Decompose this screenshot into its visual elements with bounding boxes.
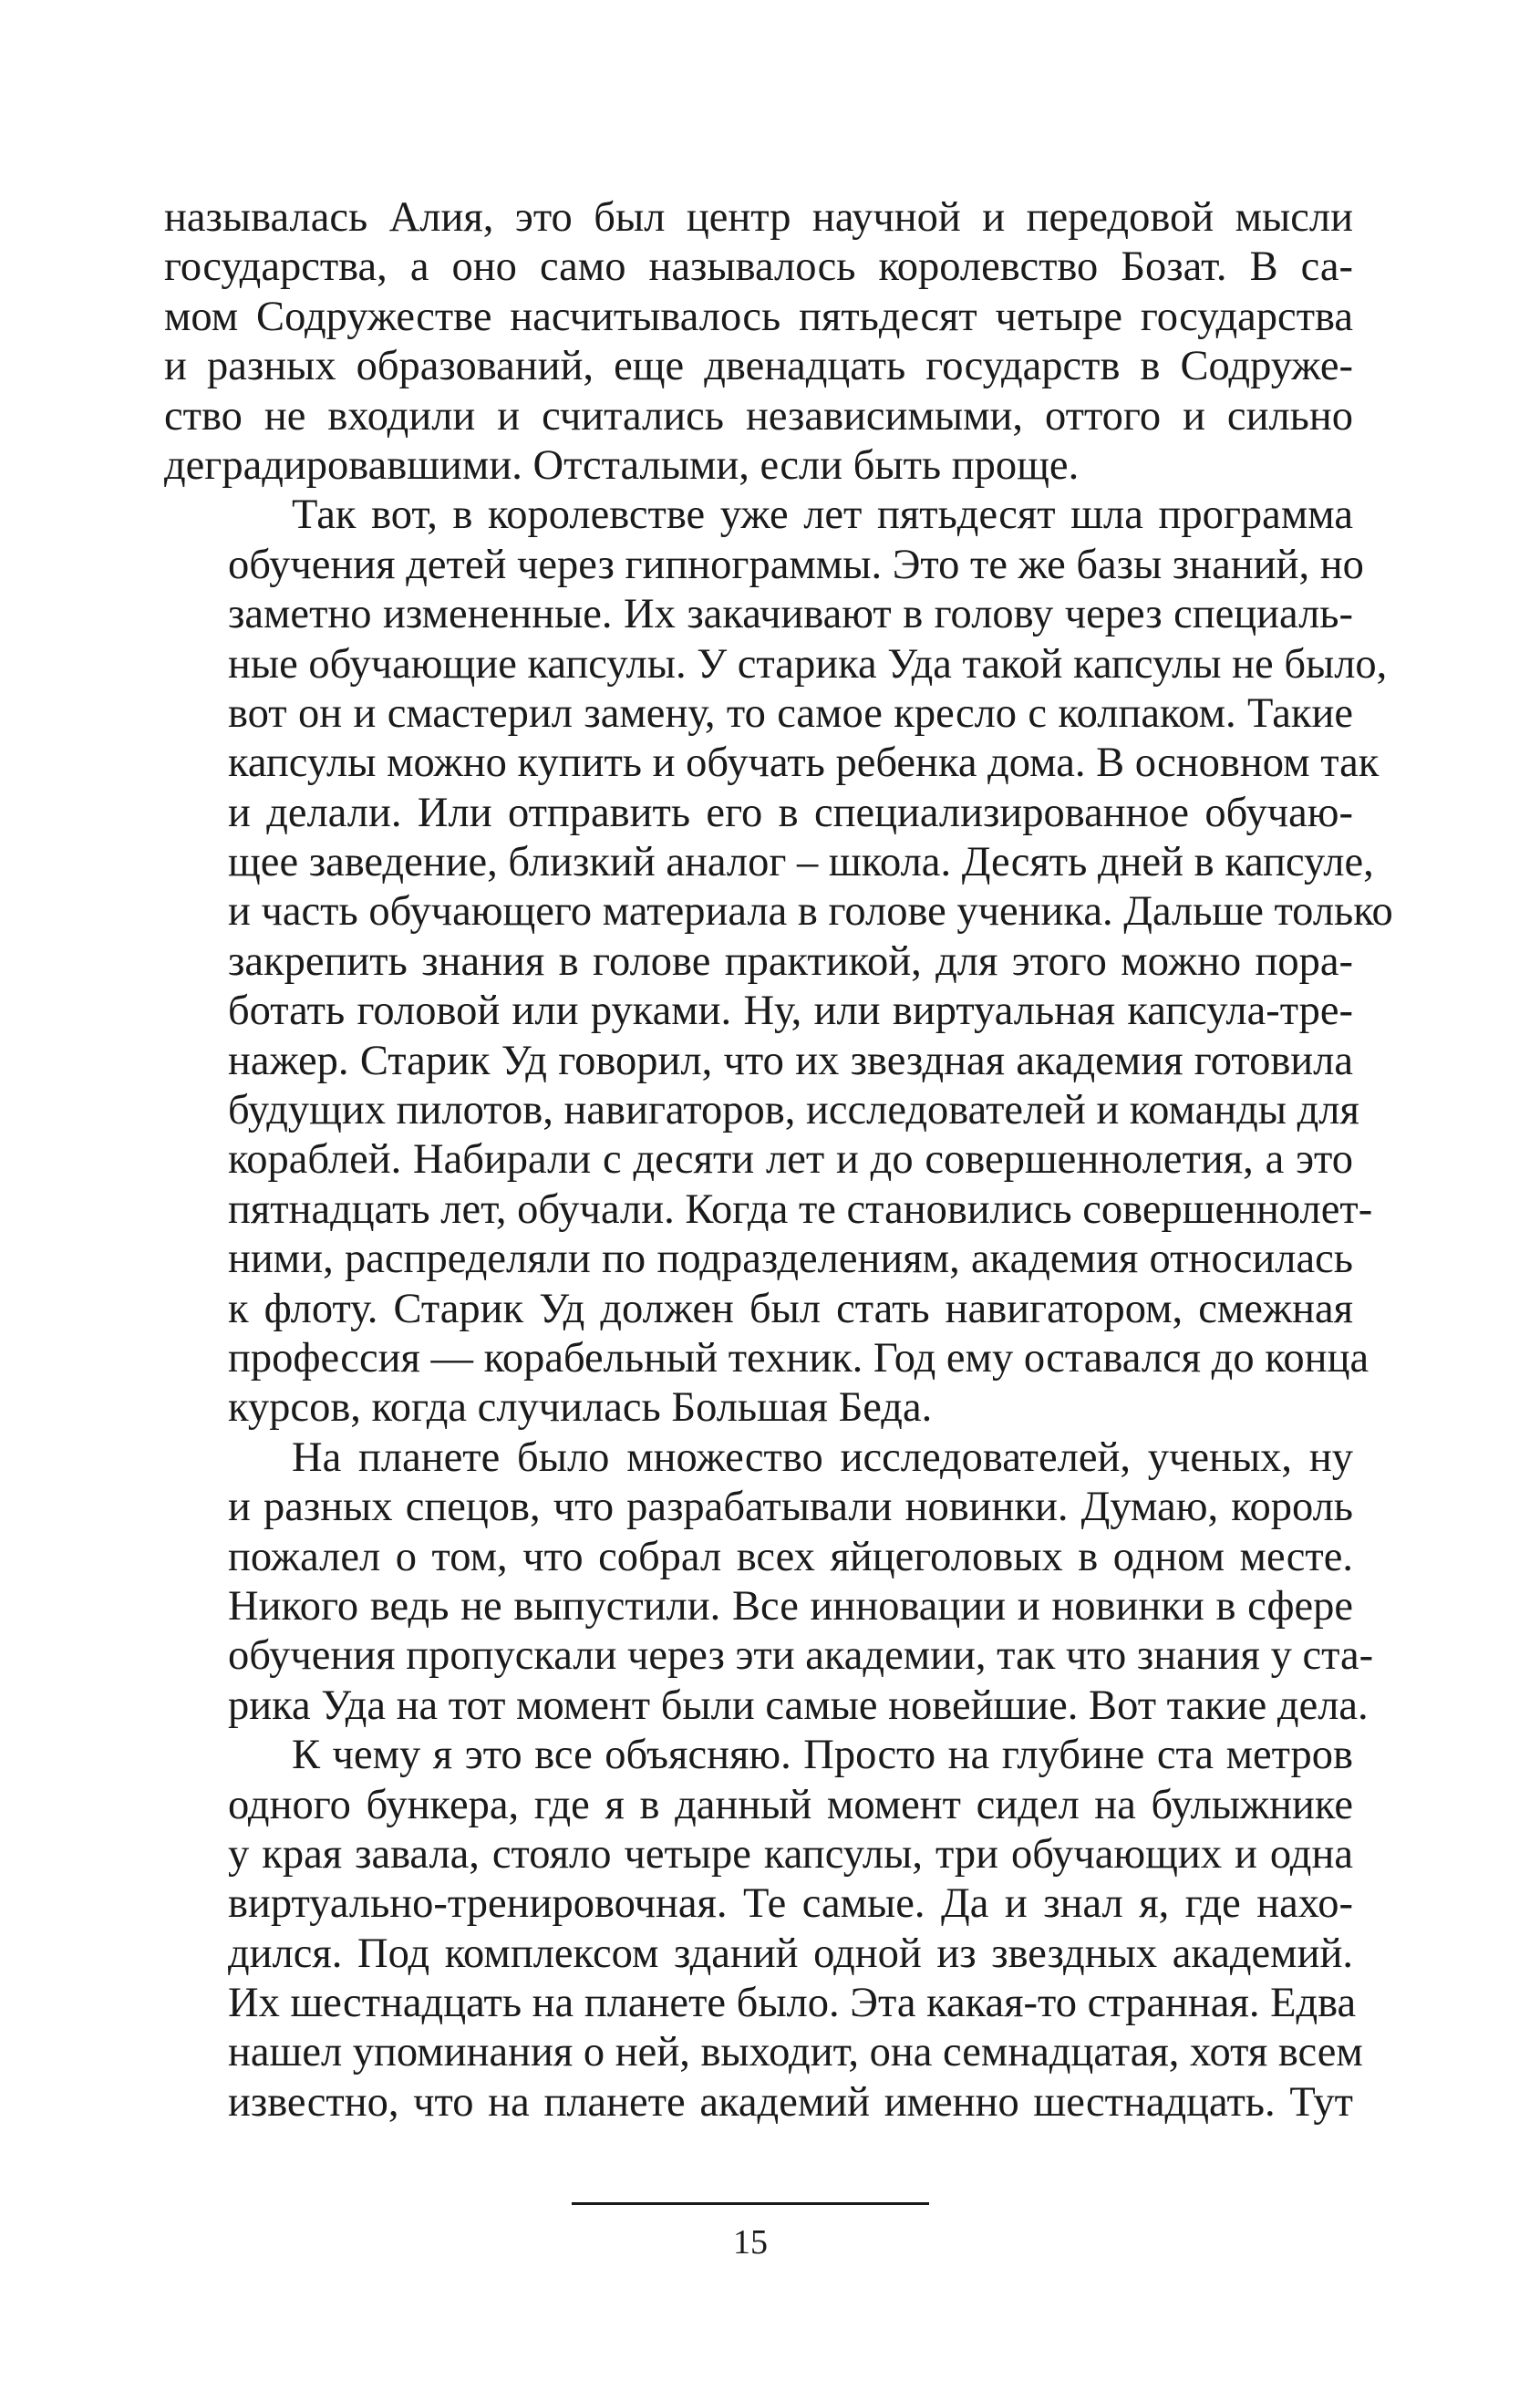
text-line: известно, что на планете академий именно шестнадцать. Тут — [228, 2078, 1353, 2126]
text-line: дился. Под комплексом зданий одной из звездных академий. — [228, 1930, 1353, 1977]
text-line: щее заведение, близкий аналог – школа. Десять дней в капсуле, — [228, 839, 1374, 886]
text-line: ботать головой или руками. Ну, или виртуальная капсула-тре- — [228, 988, 1353, 1035]
page-body — [164, 193, 1393, 2127]
text-line: рика Уда на тот момент были самые новейшие. Вот такие дела. — [228, 1682, 1369, 1729]
page-number: 15 — [733, 2223, 768, 2262]
text-line: кораблей. Набирали с десяти лет и до совершеннолетия, а это — [228, 1136, 1353, 1184]
text-line: и разных образований, еще двенадцать государств в Содруже- — [164, 343, 1353, 390]
paragraph — [164, 193, 1353, 491]
text-line: нашел упоминания о ней, выходит, она семнадцатая, хотя всем — [228, 2029, 1363, 2076]
text-line: ство не входили и считались независимыми, оттого и сильно — [164, 392, 1353, 440]
text-line: государства, а оно само называлось королевство Бозат. В са- — [164, 243, 1353, 291]
text-line: у края завала, стояло четыре капсулы, три обучающих и одна — [228, 1830, 1353, 1878]
text-line: и часть обучающего материала в голове ученика. Дальше только — [228, 888, 1393, 936]
text-line: деградировавшими. Отсталыми, если быть проще. — [164, 441, 1080, 489]
text-line: Их шестнадцать на планете было. Эта какая-то странная. Едва — [228, 1980, 1357, 2027]
text-line: пожалел о том, что собрал всех яйцеголовых в одном месте. — [228, 1533, 1353, 1580]
text-line: капсулы можно купить и обучать ребенка дома. В основном так — [228, 740, 1380, 787]
text-line: курсов, когда случилась Большая Беда. — [228, 1384, 933, 1432]
text-line: и делали. Или отправить его в специализированное обучаю- — [228, 789, 1353, 836]
paragraph — [164, 1434, 1374, 1731]
text-line: ные обучающие капсулы. У старика Уда такой капсулы не было, — [228, 640, 1388, 688]
text-line: Так вот, в королевстве уже лет пятьдесят шла программа — [292, 492, 1353, 539]
text-line: вот он и смастерил замену, то самое кресло с колпаком. Такие — [228, 689, 1353, 737]
text-line: нажер. Старик Уд говорил, что их звездная академия готовила — [228, 1037, 1353, 1084]
footer-rule — [572, 2202, 929, 2205]
text-line: и разных спецов, что разрабатывали новинки. Думаю, король — [228, 1484, 1353, 1531]
text-line: На планете было множество исследователей, ученых, ну — [292, 1434, 1353, 1481]
text-line: К чему я это все объясняю. Просто на глубине ста метров — [292, 1732, 1353, 1779]
text-line: заметно измененные. Их закачивают в голову через специаль- — [228, 591, 1353, 638]
text-line: пятнадцать лет, обучали. Когда те становились совершеннолет- — [228, 1185, 1373, 1233]
text-line: ними, распределяли по подразделениям, академия относилась — [228, 1236, 1353, 1283]
text-line: закрепить знания в голове практикой, для этого можно пора- — [228, 937, 1353, 985]
text-line: обучения детей через гипнограммы. Это те же базы знаний, но — [228, 541, 1364, 588]
paragraph — [164, 1731, 1363, 2127]
text-line: виртуально-тренировочная. Те самые. Да и знал я, где нахо- — [228, 1880, 1353, 1928]
paragraph — [164, 491, 1393, 1433]
text-line: будущих пилотов, навигаторов, исследователей и команды для — [228, 1087, 1359, 1134]
text-line: профессия — корабельный техник. Год ему оставался до конца — [228, 1334, 1369, 1382]
text-line: называлась Алия, это был центр научной и передовой мысли — [164, 194, 1353, 241]
text-line: Никого ведь не выпустили. Все инновации и новинки в сфере — [228, 1582, 1353, 1630]
text-line: одного бункера, где я в данный момент сидел на булыжнике — [228, 1781, 1353, 1828]
text-line: мом Содружестве насчитывалось пятьдесят четыре государства — [164, 293, 1353, 340]
text-line: обучения пропускали через эти академии, так что знания у ста- — [228, 1632, 1374, 1680]
text-line: к флоту. Старик Уд должен был стать навигатором, смежная — [228, 1285, 1353, 1332]
